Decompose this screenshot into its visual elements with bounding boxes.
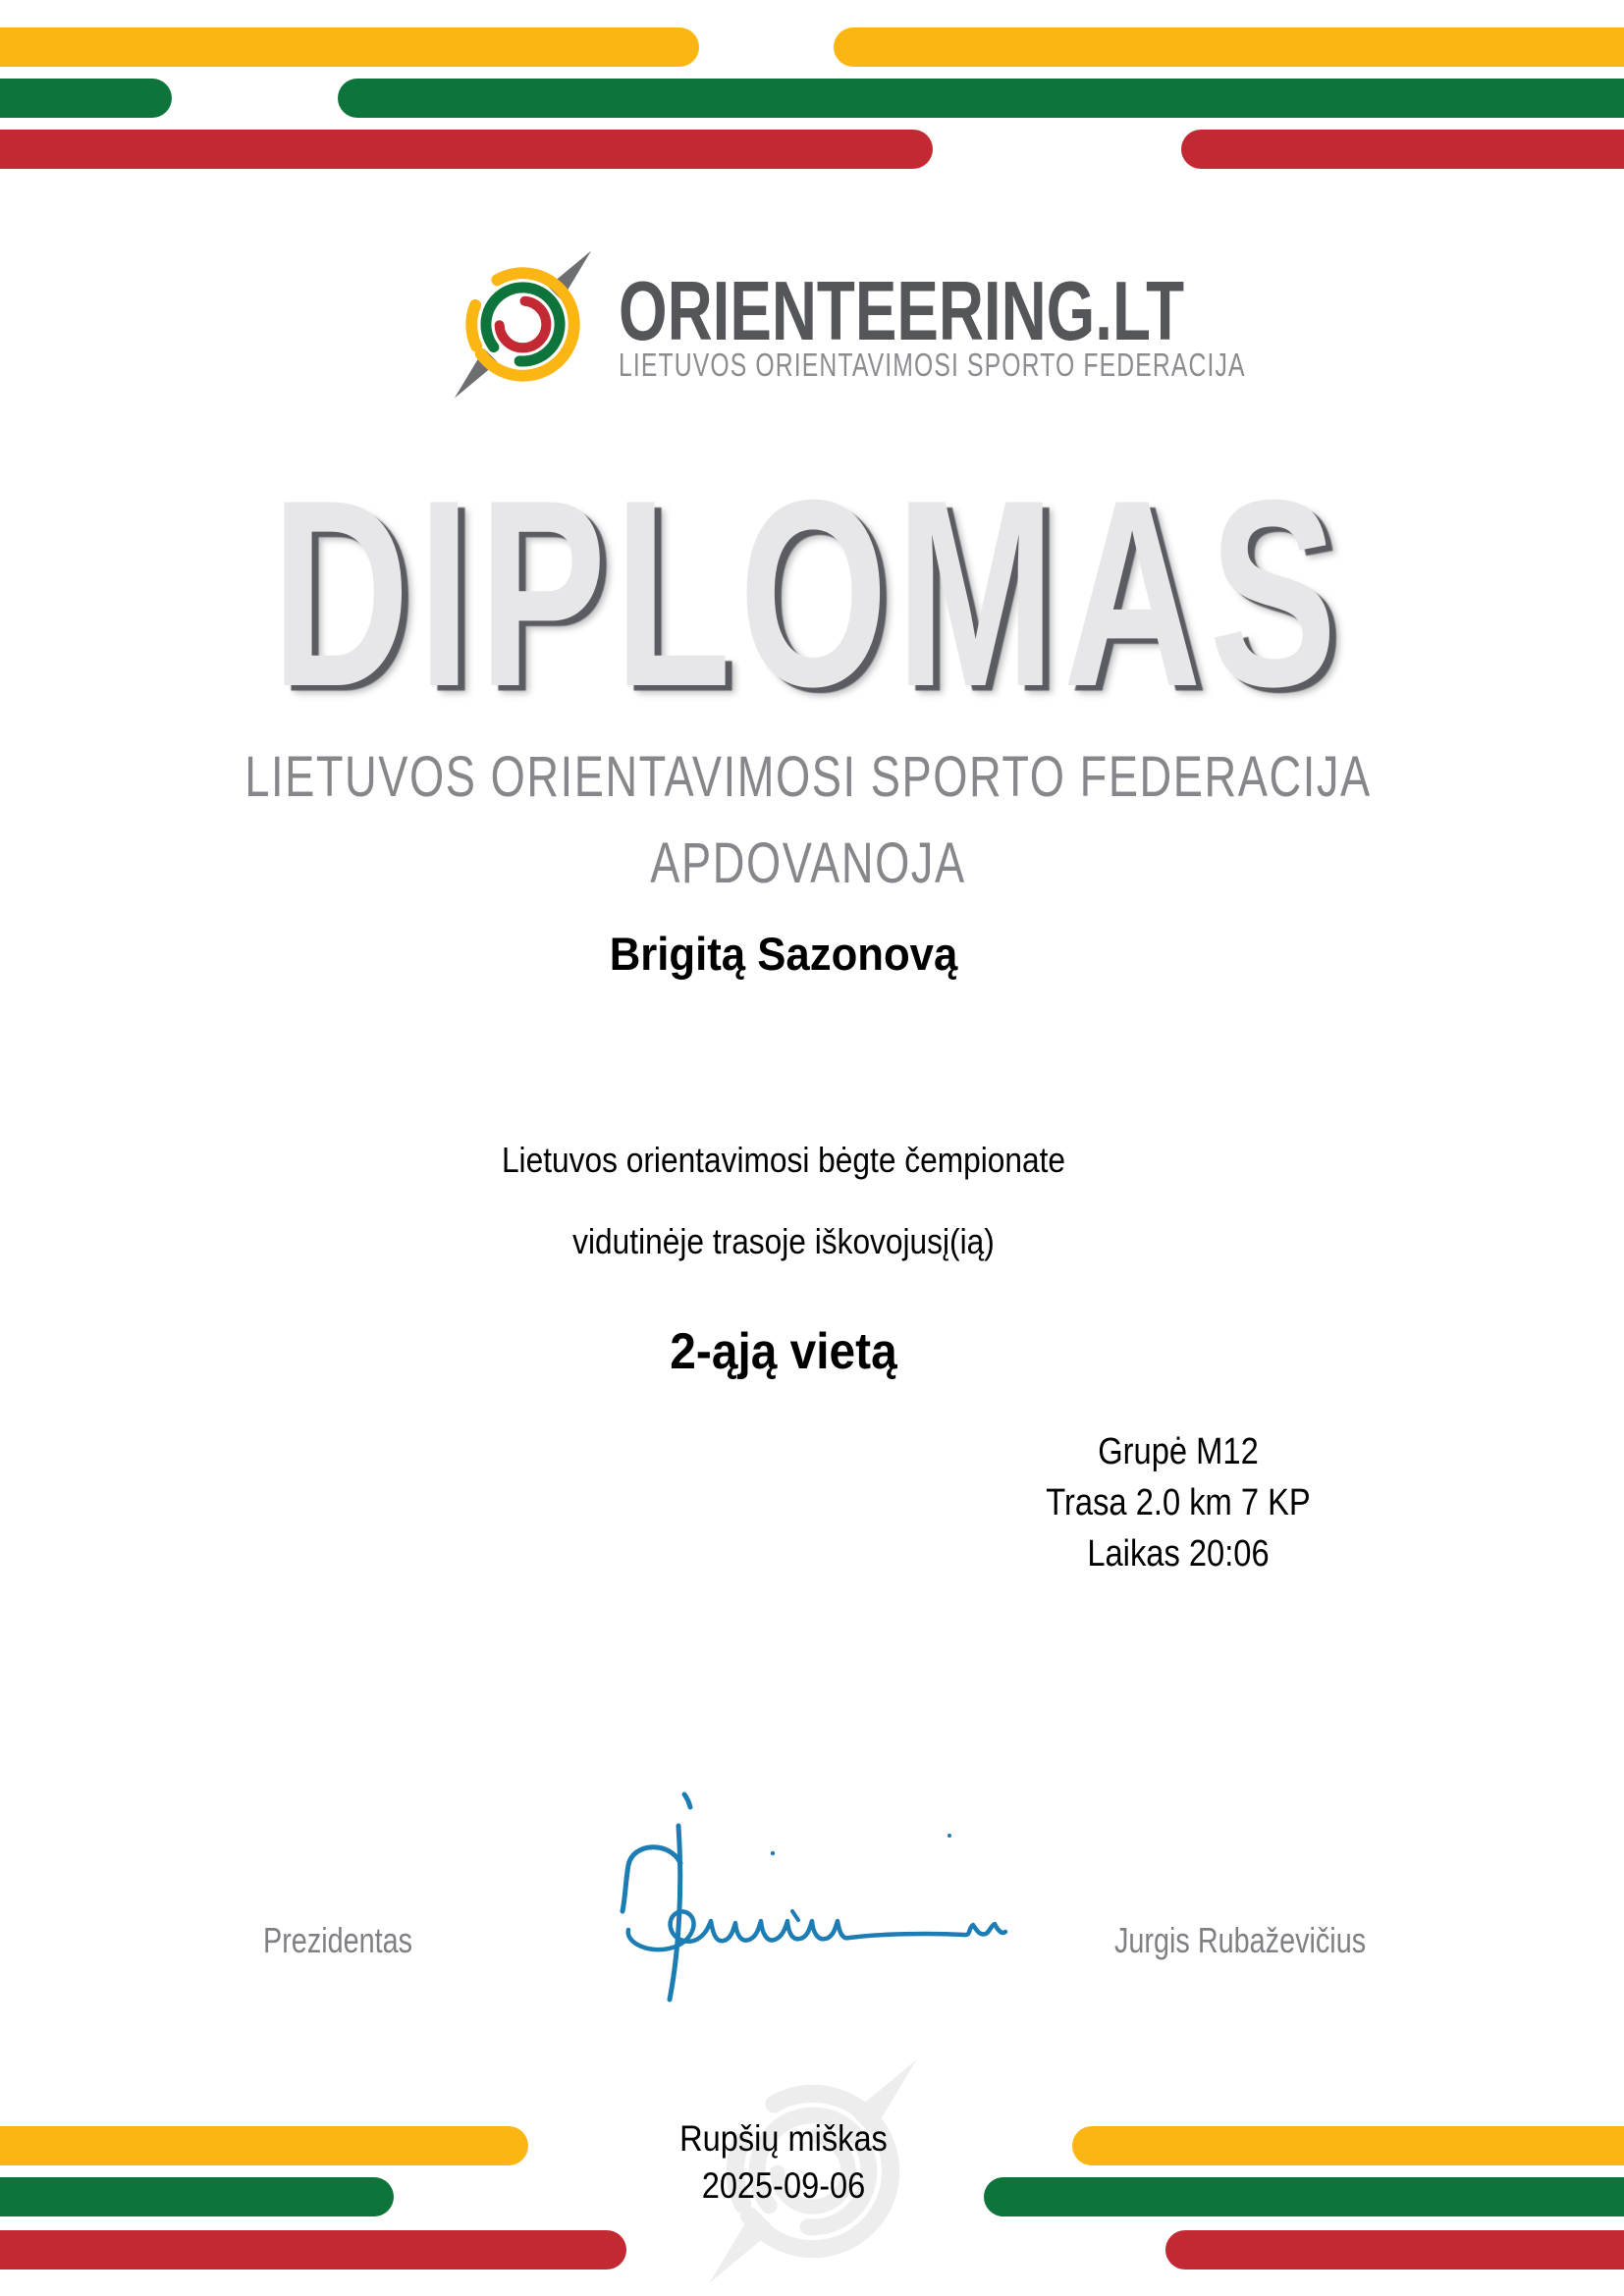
result-course: Trasa 2.0 km 7 KP — [1046, 1482, 1311, 1523]
award-text-line2: vidutinėje trasoje iškovojusį(ią) — [572, 1221, 995, 1261]
flag-stripe-top-green-left — [0, 79, 172, 118]
flag-stripe-bottom-yellow-right — [1072, 2126, 1624, 2165]
federation-subheading-line2: APDOVANOJA — [650, 831, 966, 895]
federation-subheading-line1: LIETUVOS ORIENTAVIMOSI SPORTO FEDERACIJA — [244, 745, 1372, 809]
signer-name-label: Jurgis Rubaževičius — [1114, 1920, 1367, 1960]
recipient-name: Brigitą Sazonovą — [609, 928, 958, 980]
flag-stripe-bottom-green-right — [984, 2177, 1624, 2216]
handwritten-signature — [584, 1757, 1016, 2022]
flag-stripe-bottom-red-right — [1165, 2230, 1624, 2269]
signer-role-label: Prezidentas — [263, 1920, 413, 1960]
flag-stripe-top-red-left — [0, 130, 933, 169]
flag-stripe-top-green-right — [338, 79, 1624, 118]
flag-stripe-bottom-red-left — [0, 2230, 626, 2269]
flag-stripe-top-yellow-right — [834, 27, 1624, 67]
diploma-heading: DIPLOMAS — [271, 445, 1345, 743]
event-location: Rupšių miškas — [679, 2118, 888, 2159]
result-time: Laikas 20:06 — [1087, 1533, 1270, 1575]
logo-brand-text: ORIENTEERING.LT — [619, 265, 1185, 358]
flag-stripe-top-red-right — [1181, 130, 1624, 169]
flag-stripe-bottom-yellow-left — [0, 2126, 528, 2165]
flag-stripe-bottom-green-left — [0, 2177, 394, 2216]
event-date: 2025-09-06 — [701, 2165, 866, 2206]
award-text-line1: Lietuvos orientavimosi bėgte čempionate — [501, 1140, 1066, 1180]
logo-subtitle-text: LIETUVOS ORIENTAVIMOSI SPORTO FEDERACIJA — [619, 347, 1246, 383]
flag-stripe-top-yellow-left — [0, 27, 699, 67]
compass-icon — [442, 243, 604, 405]
result-group: Grupė M12 — [1098, 1431, 1259, 1472]
result-details — [1035, 1426, 1322, 1579]
award-place: 2-ąją vietą — [670, 1323, 897, 1380]
